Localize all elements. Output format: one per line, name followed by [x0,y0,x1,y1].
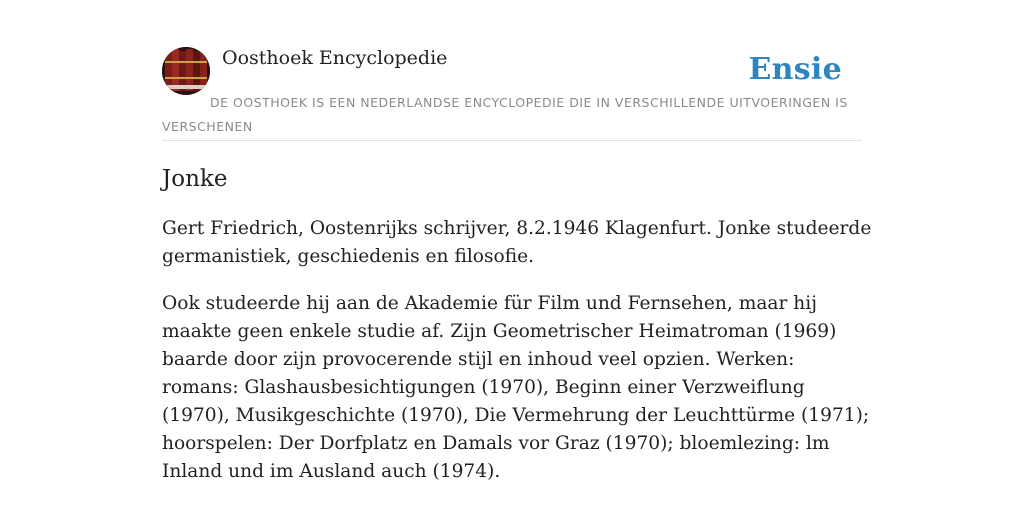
site-header [162,46,862,141]
encyclopedia-books-icon[interactable] [162,47,210,95]
article [162,162,872,486]
site-title[interactable]: Oosthoek Encyclopedie [222,47,448,69]
site-tagline: DE OOSTHOEK IS EEN NEDERLANDSE ENCYCLOPEDIE DIE IN VERSCHILLENDE UITVOERINGEN IS VERSCHENEN [162,95,848,134]
article-title: Jonke [162,166,228,192]
brand-logo[interactable]: Ensie [748,52,842,87]
article-paragraph: Gert Friedrich, Oostenrijks schrijver, 8.2.1946 Klagenfurt. Jonke studeerde germanistiek, geschiedenis en filosofie. [162,218,872,267]
article-paragraph: Ook studeerde hij aan de Akademie für Film und Fernsehen, maar hij maakte geen enkele studie af. Zijn Geometrischer Heimatroman (1969) baarde door zijn provocerende stijl en inhoud veel opzien. Werken: romans: Glashausbesichtigungen (1970), Beginn einer Verzweiflung (1970), Musikgeschichte (1970), Die Vermehrung der Leuchttürme (1971); hoorspelen: Der Dorfplatz en Damals vor Graz (1970); bloemlezing: lm Inland und im Ausland auch (1974). [162,293,870,482]
